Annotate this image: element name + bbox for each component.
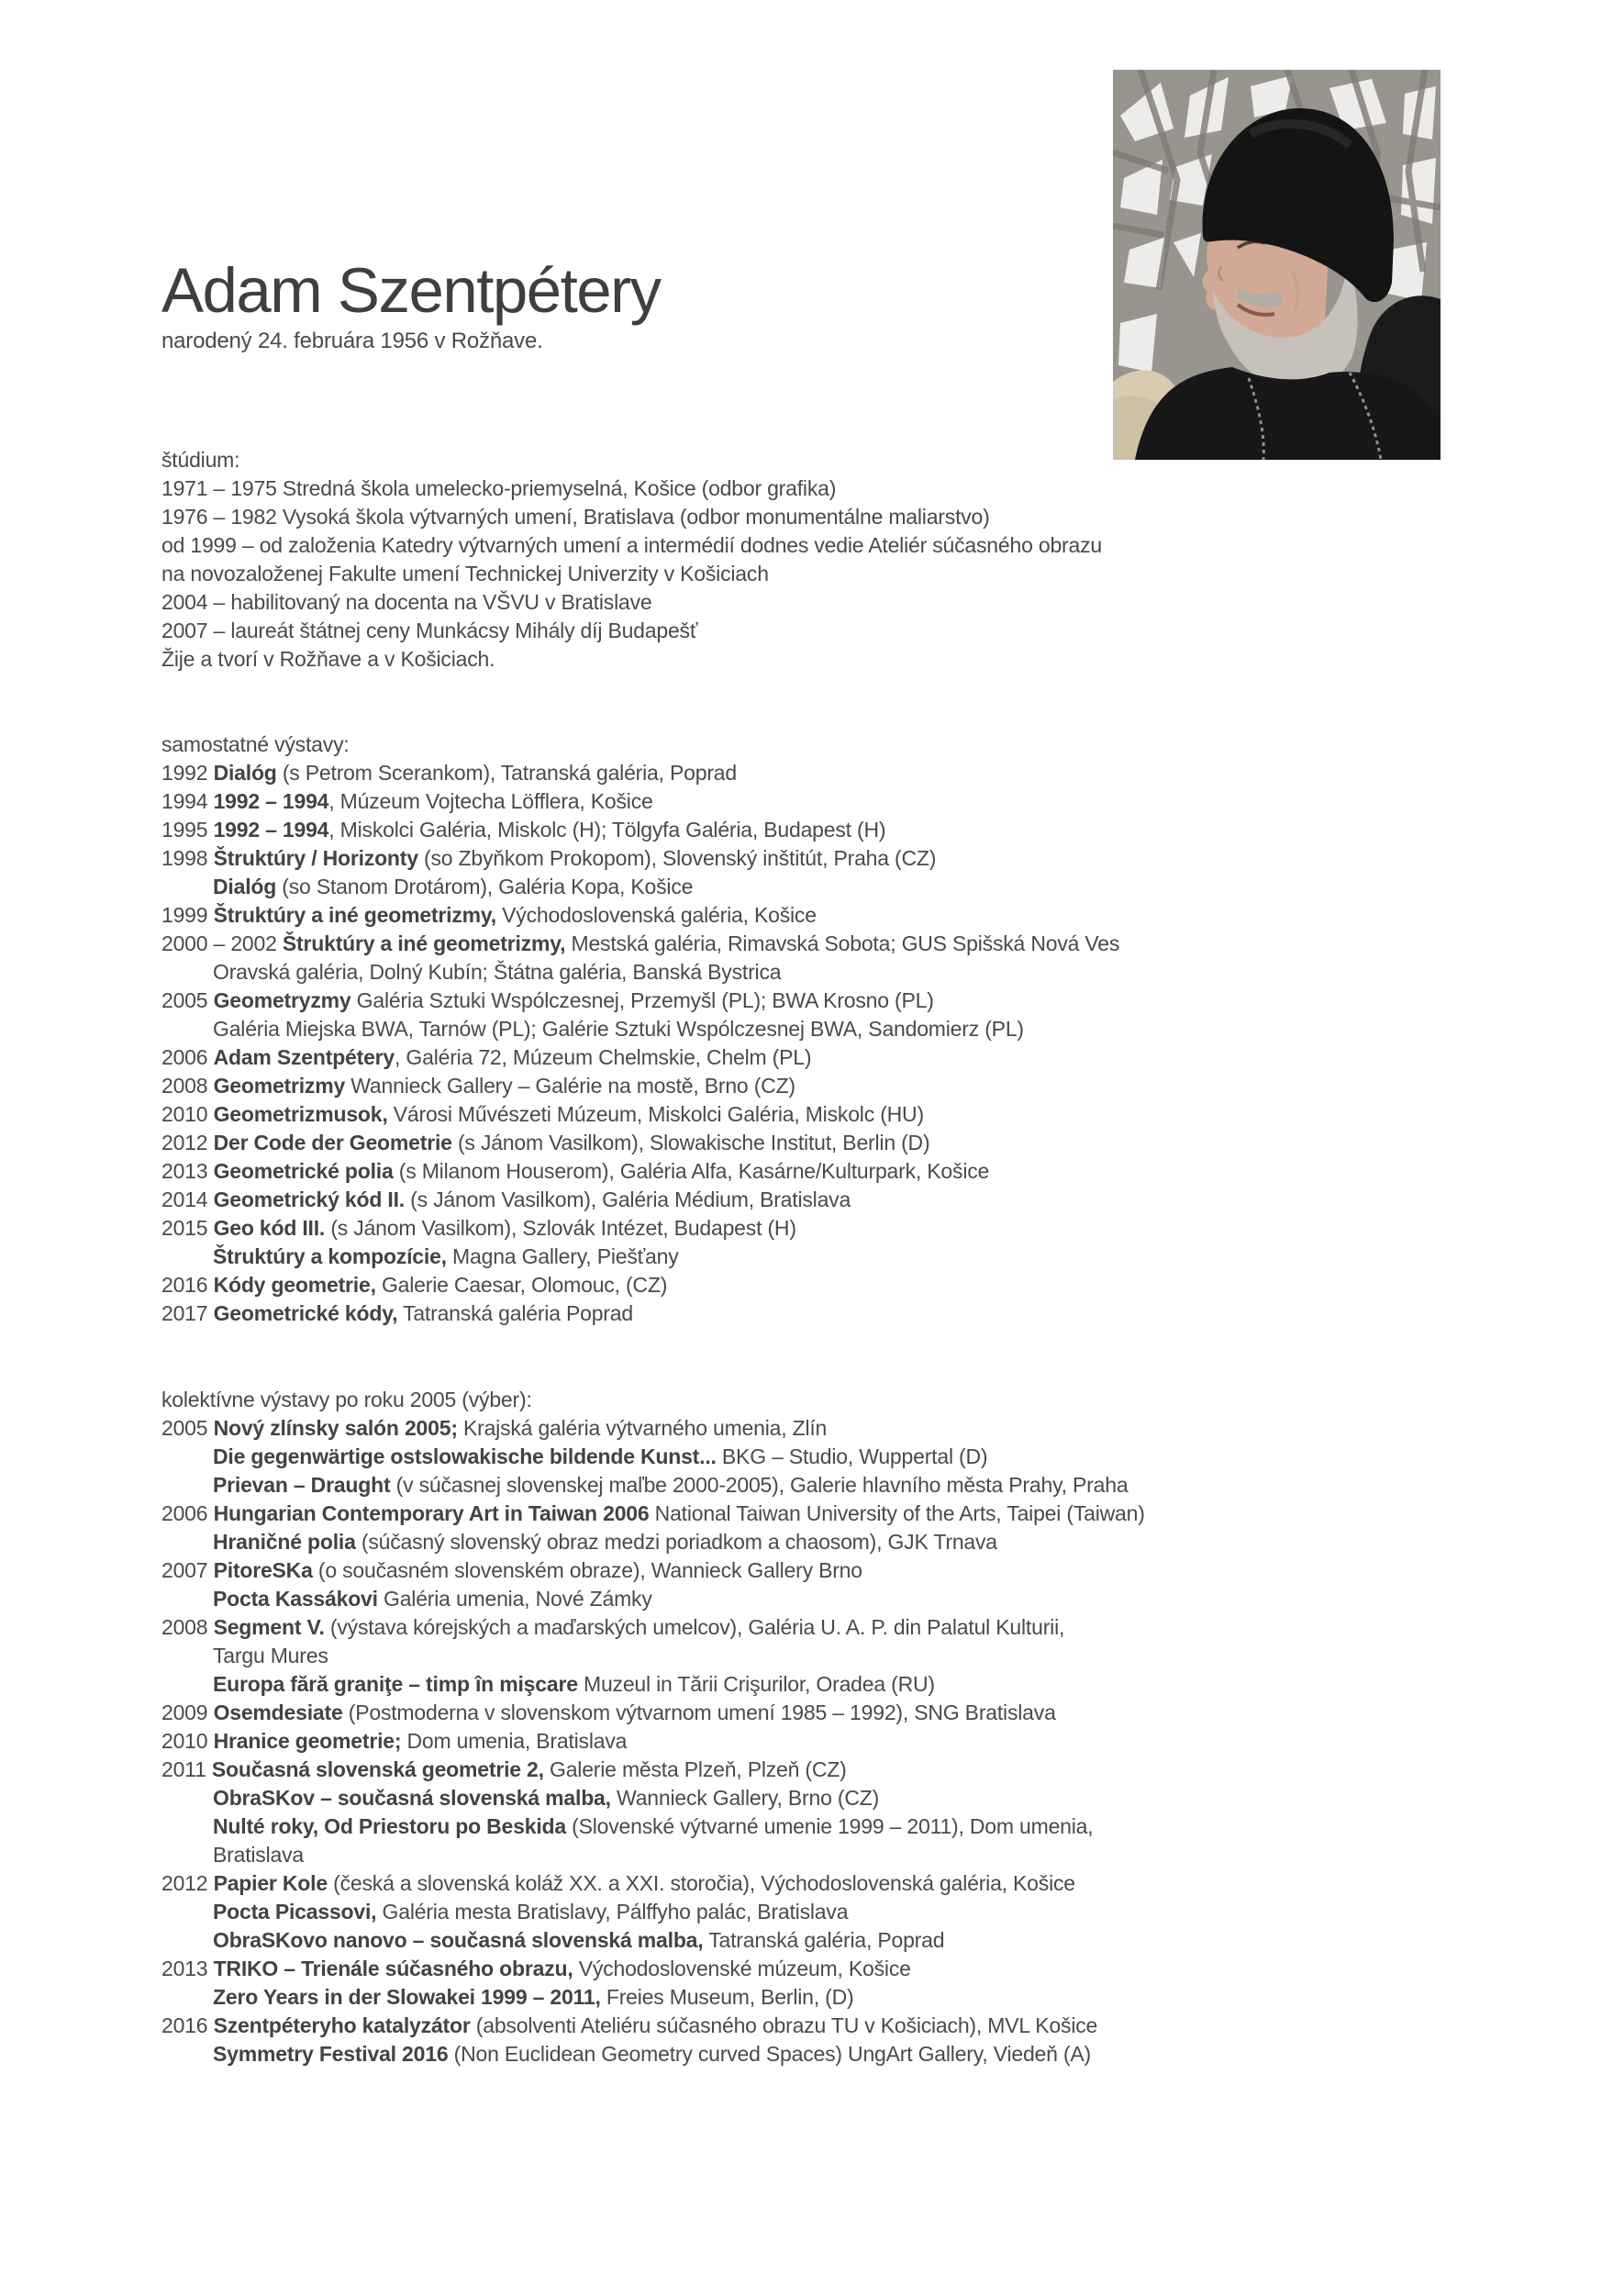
- group-exhibition-list: [161, 1414, 1587, 2069]
- exhibition-detail: (so Zbyňkom Prokopom), Slovenský inštitút, Praha (CZ): [417, 846, 937, 870]
- exhibition-line: [161, 1955, 1587, 1983]
- exhibition-title: Prievan – Draught: [213, 1473, 391, 1497]
- exhibition-detail: Freies Museum, Berlin, (D): [600, 1985, 854, 2009]
- exhibition-detail: (česká a slovenská koláž XX. a XXI. storočia), Východoslovenská galéria, Košice: [327, 1871, 1075, 1895]
- exhibition-detail: Targu Mures: [213, 1644, 328, 1667]
- exhibition-detail: Mestská galéria, Rimavská Sobota; GUS Spišská Nová Ves: [565, 931, 1120, 955]
- exhibition-line: [161, 930, 1587, 958]
- exhibition-line: [161, 1214, 1587, 1243]
- year-label: 2015: [161, 1216, 214, 1240]
- exhibition-line: [161, 759, 1587, 787]
- exhibition-detail: Galéria umenia, Nové Zámky: [377, 1587, 652, 1611]
- exhibition-title: Geometrické polia: [213, 1159, 394, 1183]
- year-label: 2000 – 2002: [161, 931, 283, 955]
- exhibition-line: [161, 1898, 1587, 1926]
- year-label: 1992: [161, 761, 214, 785]
- exhibition-title: Pocta Kassákovi: [213, 1587, 378, 1611]
- exhibition-line: [161, 987, 1587, 1015]
- exhibition-detail: (s Jánom Vasilkom), Szlovák Intézet, Budapest (H): [325, 1216, 796, 1240]
- exhibition-line: [161, 1841, 1587, 1869]
- exhibition-detail: (v súčasnej slovenskej maľbe 2000-2005), Galerie hlavního města Prahy, Praha: [390, 1473, 1129, 1497]
- exhibition-detail: (absolventi Ateliéru súčasného obrazu TU v Košiciach), MVL Košice: [470, 2013, 1098, 2037]
- exhibition-line: [161, 1699, 1587, 1727]
- exhibition-title: ObraSKov – současná slovenská malba,: [213, 1786, 611, 1810]
- exhibition-line: [161, 1670, 1587, 1699]
- birth-info: narodený 24. februára 1956 v Rožňave.: [161, 329, 543, 353]
- exhibition-detail: (o současném slovenském obraze), Wannieck Gallery Brno: [312, 1558, 862, 1582]
- exhibition-detail: (súčasný slovenský obraz medzi poriadkom a chaosom), GJK Trnava: [355, 1530, 997, 1554]
- exhibition-title: Segment V.: [213, 1615, 325, 1639]
- exhibition-detail: (Non Euclidean Geometry curved Spaces) UngArt Gallery, Viedeň (A): [448, 2042, 1091, 2066]
- exhibition-line: [161, 1642, 1587, 1670]
- exhibition-title: 1992 – 1994: [213, 789, 329, 813]
- exhibition-title: TRIKO – Trienále súčasného obrazu,: [213, 1957, 573, 1980]
- exhibition-title: Symmetry Festival 2016: [213, 2042, 449, 2066]
- exhibition-detail: Wannieck Gallery, Brno (CZ): [610, 1786, 880, 1810]
- exhibition-line: [161, 1043, 1587, 1072]
- section-heading-group: kolektívne výstavy po roku 2005 (výber):: [161, 1388, 532, 1411]
- exhibition-line: [161, 1414, 1587, 1443]
- exhibition-line: [161, 1727, 1587, 1756]
- studium-line: Žije a tvorí v Rožňave a v Košiciach.: [161, 647, 495, 671]
- exhibition-detail: Galerie Caesar, Olomouc, (CZ): [375, 1273, 668, 1297]
- solo-exhibition-list: [161, 759, 1587, 1328]
- exhibition-detail: (Slovenské výtvarné umenie 1999 – 2011), Dom umenia,: [565, 1814, 1094, 1838]
- exhibition-line: [161, 844, 1587, 873]
- exhibition-title: Kódy geometrie,: [213, 1273, 376, 1297]
- year-label: 1998: [161, 846, 214, 870]
- exhibition-detail: Tatranská galéria Poprad: [397, 1301, 633, 1325]
- exhibition-line: [161, 1072, 1587, 1100]
- exhibition-detail: (so Stanom Drotárom), Galéria Kopa, Košice: [276, 875, 694, 898]
- exhibition-title: Papier Kole: [213, 1871, 328, 1895]
- section-solo-exhibitions: [161, 730, 1587, 1328]
- exhibition-line: [161, 1157, 1587, 1186]
- exhibition-title: Geometrizmusok,: [213, 1102, 388, 1126]
- exhibition-line: [161, 1471, 1587, 1500]
- year-label: 2005: [161, 1416, 214, 1440]
- exhibition-detail: Bratislava: [213, 1843, 304, 1867]
- exhibition-line: [161, 1299, 1587, 1328]
- exhibition-line: [161, 1443, 1587, 1471]
- exhibition-title: Geometrické kódy,: [213, 1301, 398, 1325]
- exhibition-detail: (Postmoderna v slovenskom výtvarnom umení 1985 – 1992), SNG Bratislava: [342, 1701, 1056, 1724]
- exhibition-line: [161, 1528, 1587, 1556]
- year-label: 2014: [161, 1188, 214, 1211]
- year-label: 2007: [161, 1558, 214, 1582]
- studium-line: od 1999 – od založenia Katedry výtvarných umení a intermédií dodnes vedie Ateliér súčasného obrazu: [161, 533, 1102, 557]
- exhibition-detail: BKG – Studio, Wuppertal (D): [716, 1444, 988, 1468]
- exhibition-line: [161, 1613, 1587, 1642]
- section-group-exhibitions: [161, 1386, 1587, 2069]
- page-title: Adam Szentpétery: [161, 255, 661, 326]
- year-label: 2016: [161, 2013, 214, 2037]
- year-label: 1995: [161, 818, 214, 842]
- exhibition-detail: (výstava kórejských a maďarských umelcov), Galéria U. A. P. din Palatul Kulturii,: [324, 1615, 1065, 1639]
- exhibition-title: Dialóg: [213, 761, 277, 785]
- exhibition-line: [161, 901, 1587, 930]
- year-label: 2013: [161, 1159, 214, 1183]
- exhibition-line: [161, 1015, 1587, 1043]
- exhibition-line: [161, 1784, 1587, 1812]
- exhibition-detail: Dom umenia, Bratislava: [401, 1729, 628, 1753]
- year-label: 2010: [161, 1729, 214, 1753]
- exhibition-detail: Magna Gallery, Piešťany: [446, 1244, 679, 1268]
- studium-line: na novozaloženej Fakulte umení Technickej Univerzity v Košiciach: [161, 562, 769, 585]
- exhibition-title: Zero Years in der Slowakei 1999 – 2011,: [213, 1985, 601, 2009]
- section-studium: [161, 446, 1587, 674]
- exhibition-detail: Galéria Miejska BWA, Tarnów (PL); Galérie Sztuki Wspólczesnej BWA, Sandomierz (PL): [213, 1017, 1024, 1041]
- studium-line: 1976 – 1982 Vysoká škola výtvarných umení, Bratislava (odbor monumentálne maliarstvo): [161, 505, 990, 529]
- exhibition-line: [161, 1500, 1587, 1528]
- exhibition-detail: (s Jánom Vasilkom), Galéria Médium, Bratislava: [404, 1188, 851, 1211]
- exhibition-detail: Muzeul in Tării Crişurilor, Oradea (RU): [577, 1672, 935, 1696]
- year-label: 2005: [161, 988, 214, 1012]
- exhibition-title: Hungarian Contemporary Art in Taiwan 2006: [213, 1501, 650, 1525]
- year-label: 2012: [161, 1871, 214, 1895]
- year-label: 2010: [161, 1102, 214, 1126]
- exhibition-title: Nulté roky, Od Priestoru po Beskida: [213, 1814, 566, 1838]
- year-label: 2006: [161, 1501, 214, 1525]
- year-label: 2006: [161, 1045, 214, 1069]
- year-label: 2012: [161, 1131, 214, 1154]
- exhibition-line: [161, 958, 1587, 987]
- exhibition-line: [161, 1100, 1587, 1129]
- exhibition-detail: Východoslovenské múzeum, Košice: [573, 1957, 911, 1980]
- exhibition-title: 1992 – 1994: [213, 818, 329, 842]
- portrait-photo: [1113, 70, 1440, 460]
- exhibition-line: [161, 1243, 1587, 1271]
- exhibition-line: [161, 1812, 1587, 1841]
- exhibition-title: Geo kód III.: [213, 1216, 326, 1240]
- exhibition-detail: (s Jánom Vasilkom), Slowakische Institut, Berlin (D): [451, 1131, 930, 1154]
- exhibition-title: Geometrizmy: [213, 1074, 346, 1098]
- exhibition-detail: (s Milanom Houserom), Galéria Alfa, Kasárne/Kulturpark, Košice: [393, 1159, 990, 1183]
- exhibition-line: [161, 1869, 1587, 1898]
- exhibition-title: Geometryzmy: [213, 988, 351, 1012]
- exhibition-detail: Galéria mesta Bratislavy, Pálffyho palác, Bratislava: [376, 1900, 849, 1924]
- year-label: 2017: [161, 1301, 214, 1325]
- exhibition-line: [161, 1983, 1587, 2012]
- exhibition-title: Osemdesiate: [213, 1701, 343, 1724]
- exhibition-title: Štruktúry a kompozície,: [213, 1244, 447, 1268]
- section-heading-solo: samostatné výstavy:: [161, 732, 350, 756]
- exhibition-line: [161, 1756, 1587, 1784]
- studium-list: [161, 474, 1587, 674]
- year-label: 2016: [161, 1273, 214, 1297]
- exhibition-title: Die gegenwärtige ostslowakische bildende Kunst...: [213, 1444, 717, 1468]
- exhibition-detail: , Galéria 72, Múzeum Chelmskie, Chelm (PL): [395, 1045, 812, 1069]
- exhibition-title: Štruktúry / Horizonty: [213, 846, 418, 870]
- exhibition-line: [161, 787, 1587, 816]
- exhibition-detail: National Taiwan University of the Arts, Taipei (Taiwan): [649, 1501, 1145, 1525]
- exhibition-title: Nový zlínsky salón 2005;: [213, 1416, 458, 1440]
- exhibition-title: Dialóg: [213, 875, 277, 898]
- section-heading-studium: štúdium:: [161, 448, 240, 472]
- exhibition-detail: Wannieck Gallery – Galérie na mostě, Brno (CZ): [345, 1074, 795, 1098]
- exhibition-detail: Városi Művészeti Múzeum, Miskolci Galéria, Miskolc (HU): [387, 1102, 924, 1126]
- exhibition-detail: Krajská galéria výtvarného umenia, Zlín: [457, 1416, 828, 1440]
- studium-line: 2007 – laureát štátnej ceny Munkácsy Mihály díj Budapešť: [161, 619, 698, 642]
- exhibition-title: Štruktúry a iné geometrizmy,: [213, 903, 496, 927]
- exhibition-detail: Galerie města Plzeň, Plzeň (CZ): [543, 1757, 847, 1781]
- exhibition-detail: Východoslovenská galéria, Košice: [495, 903, 817, 927]
- exhibition-line: [161, 873, 1587, 901]
- exhibition-title: Hraničné polia: [213, 1530, 356, 1554]
- year-label: 1999: [161, 903, 214, 927]
- studium-line: 2004 – habilitovaný na docenta na VŠVU v Bratislave: [161, 590, 652, 614]
- year-label: 2009: [161, 1701, 214, 1724]
- exhibition-detail: , Miskolci Galéria, Miskolc (H); Tölgyfa Galéria, Budapest (H): [328, 818, 886, 842]
- exhibition-detail: Oravská galéria, Dolný Kubín; Štátna galéria, Banská Bystrica: [213, 960, 782, 984]
- year-label: 2013: [161, 1957, 214, 1980]
- exhibition-line: [161, 1926, 1587, 1955]
- exhibition-detail: (s Petrom Scerankom), Tatranská galéria, Poprad: [276, 761, 737, 785]
- exhibition-detail: , Múzeum Vojtecha Löfflera, Košice: [328, 789, 653, 813]
- title-block: [161, 255, 661, 354]
- exhibition-title: Hranice geometrie;: [213, 1729, 402, 1753]
- studium-line: 1971 – 1975 Stredná škola umelecko-priemyselná, Košice (odbor grafika): [161, 476, 837, 500]
- exhibition-line: [161, 1271, 1587, 1299]
- exhibition-line: [161, 1556, 1587, 1585]
- exhibition-detail: Galéria Sztuki Wspólczesnej, Przemyšl (PL); BWA Krosno (PL): [350, 988, 934, 1012]
- exhibition-title: Geometrický kód II.: [213, 1188, 405, 1211]
- exhibition-title: Der Code der Geometrie: [213, 1131, 452, 1154]
- exhibition-line: [161, 1129, 1587, 1157]
- exhibition-title: Současná slovenská geometrie 2,: [211, 1757, 544, 1781]
- year-label: 2008: [161, 1074, 214, 1098]
- year-label: 2011: [161, 1757, 212, 1781]
- exhibition-title: Szentpéteryho katalyzátor: [213, 2013, 471, 2037]
- exhibition-line: [161, 1585, 1587, 1613]
- exhibition-title: Europa fără graniţe – timp în mişcare: [213, 1672, 578, 1696]
- exhibition-line: [161, 2012, 1587, 2040]
- exhibition-detail: Tatranská galéria, Poprad: [703, 1928, 945, 1952]
- exhibition-line: [161, 1186, 1587, 1214]
- year-label: 2008: [161, 1615, 214, 1639]
- exhibition-title: ObraSKovo nanovo – současná slovenská malba,: [213, 1928, 704, 1952]
- exhibition-title: Pocta Picassovi,: [213, 1900, 377, 1924]
- exhibition-title: Adam Szentpétery: [213, 1045, 395, 1069]
- exhibition-line: [161, 816, 1587, 844]
- exhibition-line: [161, 2040, 1587, 2069]
- portrait-illustration: [1113, 70, 1440, 460]
- year-label: 1994: [161, 789, 214, 813]
- exhibition-title: PitoreSKa: [213, 1558, 313, 1582]
- exhibition-title: Štruktúry a iné geometrizmy,: [282, 931, 566, 955]
